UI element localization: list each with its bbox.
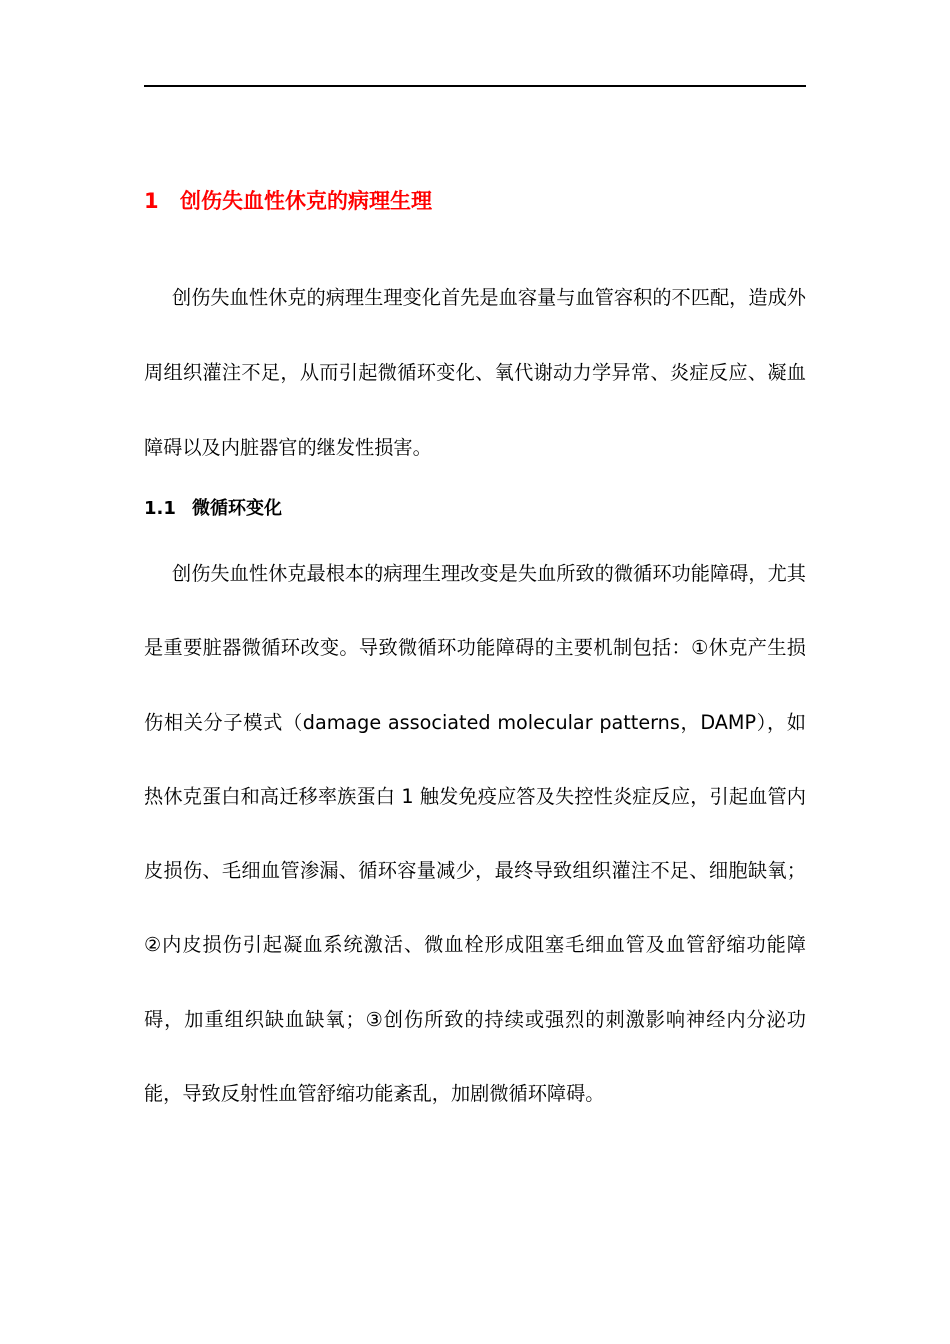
section-number: 1 — [144, 189, 159, 213]
subsection-number: 1.1 — [144, 498, 176, 519]
section-heading — [144, 184, 806, 218]
header-rule — [144, 85, 806, 87]
intro-paragraph: 创伤失血性休克的病理生理变化首先是血容量与血管容积的不匹配，造成外周组织灌注不足，从而引起微循环变化、氧代谢动力学异常、炎症反应、凝血障碍以及内脏器官的继发性损害。 — [144, 286, 806, 459]
subsection-title: 微循环变化 — [192, 498, 282, 519]
microcirculation-paragraph: 创伤失血性休克最根本的病理生理改变是失血所致的微循环功能障碍，尤其是重要脏器微循环改变。导致微循环功能障碍的主要机制包括：①休克产生损伤相关分子模式（damage associated molecular patterns，DAMP），如热休克蛋白和高迁移率族蛋白 1 触发免疫应答及失控性炎症反应，引起血管内皮损伤、毛细血管渗漏、循环容量减少，最终导致组织灌注不足、细胞缺氧；②内皮损伤引起凝血系统激活、微血栓形成阻塞毛细血管及血管舒缩功能障碍，加重组织缺血缺氧；③创伤所致的持续或强烈的刺激影响神经内分泌功能，导致反射性血管舒缩功能紊乱，加剧微循环障碍。 — [144, 562, 806, 1106]
subsection-heading — [144, 494, 806, 524]
section-title: 创伤失血性休克的病理生理 — [180, 189, 432, 213]
